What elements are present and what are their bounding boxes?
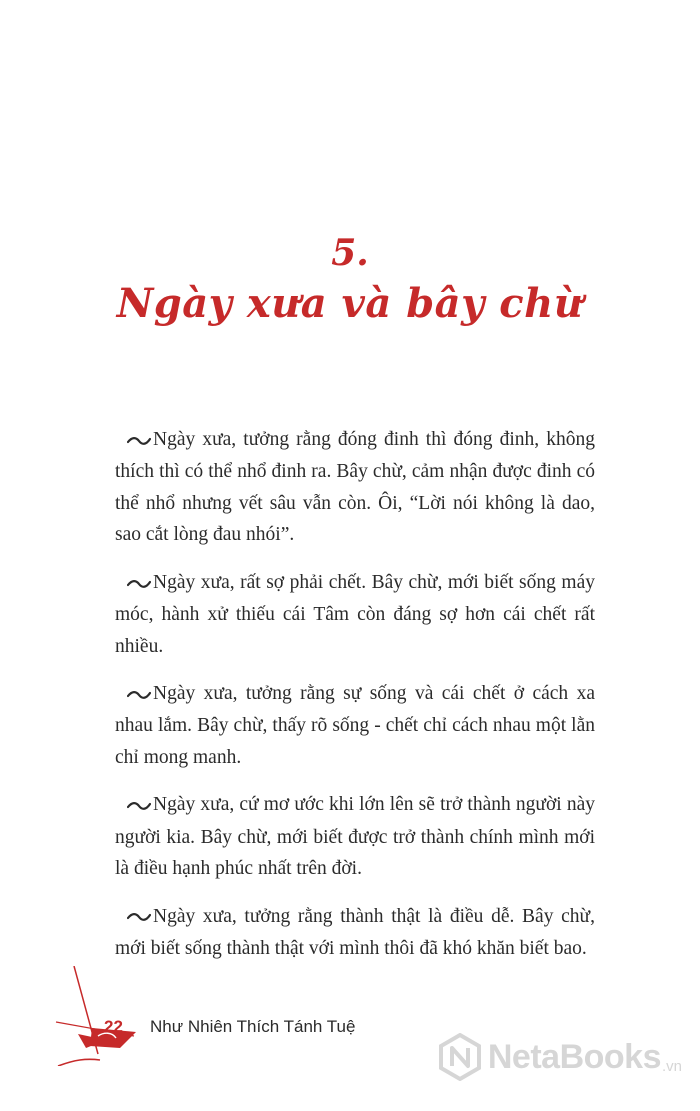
author-name: Như Nhiên Thích Tánh Tuệ — [150, 1017, 356, 1036]
wave-bullet-icon — [127, 790, 151, 822]
paragraph — [115, 678, 595, 773]
wave-bullet-icon — [127, 679, 151, 711]
paragraph — [115, 789, 595, 884]
chapter-title: Ngày xưa và bây chừ — [116, 280, 584, 327]
paragraph-text: Ngày xưa, cứ mơ ước khi lớn lên sẽ trở thành người này người kia. Bây chừ, mới biết được trở thành chính mình mới là điều hạnh phúc nhất trên đời. — [115, 794, 595, 880]
watermark-suffix: .vn — [661, 1058, 682, 1075]
chapter-number: 5. — [331, 232, 369, 274]
wave-bullet-icon — [127, 568, 151, 600]
wave-bullet-icon — [127, 425, 151, 457]
paragraph — [115, 567, 595, 662]
paragraph-text: Ngày xưa, rất sợ phải chết. Bây chừ, mới biết sống máy móc, hành xử thiếu cái Tâm còn đáng sợ hơn cái chết rất nhiều. — [115, 571, 595, 657]
paragraph — [115, 424, 595, 551]
wave-bullet-icon — [127, 901, 151, 933]
paragraph-text: Ngày xưa, tưởng rằng sự sống và cái chết ở cách xa nhau lắm. Bây chừ, thấy rõ sống - chết chỉ cách nhau một lằn chỉ mong manh. — [115, 683, 595, 768]
neta-hexagon-icon — [438, 1033, 482, 1081]
paragraph — [115, 901, 595, 965]
watermark — [438, 1033, 682, 1081]
watermark-brand: NetaBooks — [487, 1037, 661, 1076]
page-number: 22 — [104, 1017, 123, 1036]
paragraph-text: Ngày xưa, tưởng rằng thành thật là điều dễ. Bây chừ, mới biết sống thành thật với mình thôi đã khó khăn biết bao. — [115, 905, 595, 959]
paper-boat-icon — [40, 966, 150, 1066]
chapter-body — [115, 424, 595, 980]
paragraph-text: Ngày xưa, tưởng rằng đóng đinh thì đóng đinh, không thích thì có thể nhổ đinh ra. Bây chừ, cảm nhận được đinh có thể nhổ nhưng vết sâu vẫn còn. Ôi, “Lời nói không là dao, sao cắt lòng đau nhói”. — [115, 429, 595, 546]
